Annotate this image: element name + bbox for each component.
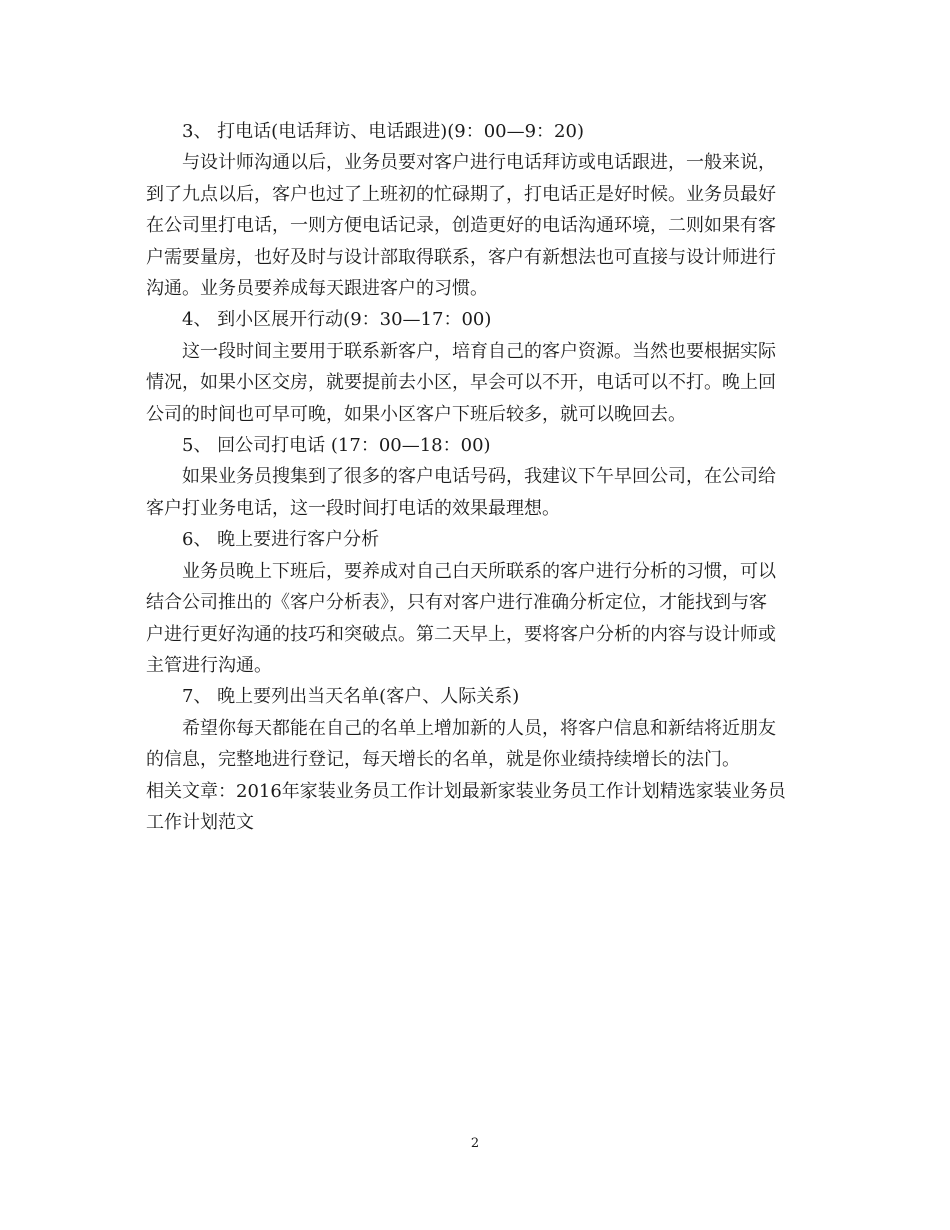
text-line: 如果业务员搜集到了很多的客户电话号码，我建议下午早回公司，在公司给: [182, 466, 776, 488]
text-line: 相关文章：2016年家装业务员工作计划最新家装业务员工作计划精选家装业务员: [146, 780, 786, 802]
document-body: [146, 116, 806, 838]
text-line: 业务员晚上下班后，要养成对自己白天所联系的客户进行分析的习惯，可以: [182, 560, 776, 582]
text-line: 6、 晚上要进行客户分析: [182, 529, 380, 551]
text-line: 户进行更好沟通的技巧和突破点。第二天早上，要将客户分析的内容与设计师或: [146, 623, 776, 645]
page-number: 2: [470, 1136, 480, 1151]
text-line: 7、 晚上要列出当天名单(客户、人际关系): [182, 686, 520, 708]
text-line: 与设计师沟通以后，业务员要对客户进行电话拜访或电话跟进，一般来说，: [182, 152, 776, 174]
text-line: 沟通。业务员要养成每天跟进客户的习惯。: [146, 278, 488, 300]
text-line: 希望你每天都能在自己的名单上增加新的人员，将客户信息和新结将近朋友: [182, 717, 776, 739]
text-line: 到了九点以后，客户也过了上班初的忙碌期了，打电话正是好时候。业务员最好: [146, 183, 776, 205]
text-line: 客户打业务电话，这一段时间打电话的效果最理想。: [146, 497, 560, 519]
text-line: 户需要量房，也好及时与设计部取得联系，客户有新想法也可直接与设计师进行: [146, 246, 776, 268]
text-line: 情况，如果小区交房，就要提前去小区，早会可以不开，电话可以不打。晚上回: [146, 372, 776, 394]
text-line: 这一段时间主要用于联系新客户，培育自己的客户资源。当然也要根据实际: [182, 340, 776, 362]
text-line: 5、 回公司打电话 (17：00—18：00): [182, 435, 491, 457]
text-line: 的信息，完整地进行登记，每天增长的名单，就是你业绩持续增长的法门。: [146, 749, 740, 771]
text-line: 结合公司推出的《客户分析表》，只有对客户进行准确分析定位，才能找到与客: [146, 592, 767, 614]
text-line: 4、 到小区展开行动(9：30—17：00): [182, 309, 492, 331]
text-line: 工作计划范文: [146, 811, 254, 833]
text-line: 在公司里打电话，一则方便电话记录，创造更好的电话沟通环境，二则如果有客: [146, 215, 776, 237]
text-line: 公司的时间也可早可晚，如果小区客户下班后较多，就可以晚回去。: [146, 403, 686, 425]
text-line: 主管进行沟通。: [146, 654, 272, 676]
text-line: 3、 打电话(电话拜访、电话跟进)(9：00—9：20): [182, 121, 584, 142]
